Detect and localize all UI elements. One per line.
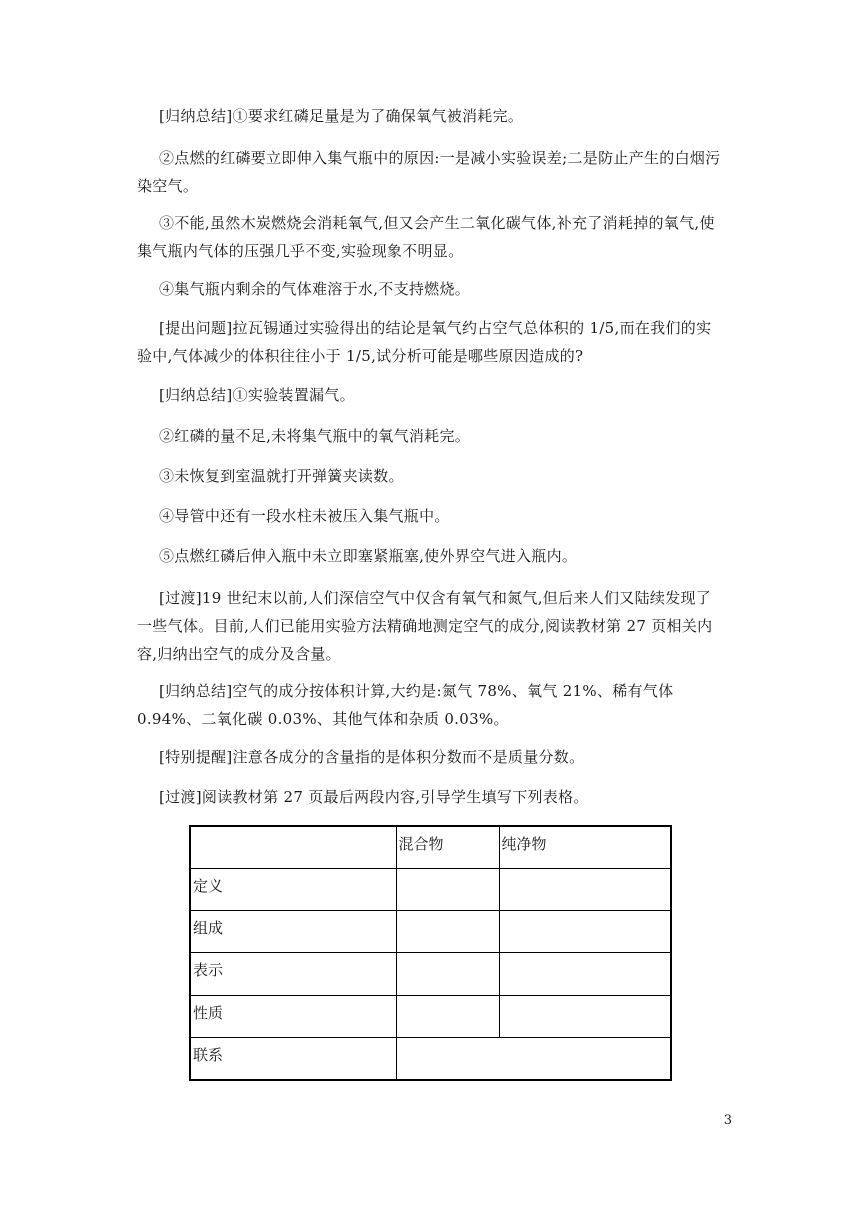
- row-label: 联系: [190, 1038, 396, 1080]
- paragraph: ④集气瓶内剩余的气体难溶于水,不支持燃烧。: [159, 280, 471, 298]
- row-label: 表示: [190, 953, 396, 995]
- table-row: [190, 953, 671, 995]
- empty-cell: [499, 868, 671, 910]
- paragraph: ⑤点燃红磷后伸入瓶中未立即塞紧瓶塞,使外界空气进入瓶内。: [159, 547, 578, 565]
- paragraph: [提出问题]拉瓦锡通过实验得出的结论是氧气约占空气总体积的 1/5,而在我们的实验中,气体减少的体积往往小于 1/5,试分析可能是哪些原因造成的?: [137, 319, 712, 365]
- paragraph: ③不能,虽然木炭燃烧会消耗氧气,但又会产生二氧化碳气体,补充了消耗掉的氧气,使集气瓶内气体的压强几乎不变,实验现象不明显。: [137, 214, 715, 260]
- empty-cell: [499, 995, 671, 1037]
- comparison-table: [189, 825, 672, 1081]
- table-row: [190, 1038, 671, 1080]
- empty-cell: [499, 953, 671, 995]
- paragraph: [过渡]19 世纪末以前,人们深信空气中仅含有氧气和氮气,但后来人们又陆续发现了一些气体。目前,人们已能用实验方法精确地测定空气的成分,阅读教材第 27 页相关内容,归纳出空气的成分及含量。: [137, 589, 713, 663]
- paragraph: [过渡]阅读教材第 27 页最后两段内容,引导学生填写下列表格。: [159, 788, 589, 806]
- paragraph: [归纳总结]①要求红磷足量是为了确保氧气被消耗完。: [159, 107, 524, 125]
- empty-cell: [396, 995, 499, 1037]
- table-row: [190, 868, 671, 910]
- empty-cell: [396, 1038, 671, 1080]
- row-label: 组成: [190, 911, 396, 953]
- header-cell: [190, 826, 396, 868]
- table-header-row: [190, 826, 671, 868]
- header-cell-pure-substance: 纯净物: [499, 826, 671, 868]
- row-label: 定义: [190, 868, 396, 910]
- empty-cell: [396, 953, 499, 995]
- empty-cell: [499, 911, 671, 953]
- row-label: 性质: [190, 995, 396, 1037]
- paragraph: ②点燃的红磷要立即伸入集气瓶中的原因:一是减小实验误差;二是防止产生的白烟污染空气。: [137, 149, 721, 195]
- paragraph: [归纳总结]空气的成分按体积计算,大约是:氮气 78%、氧气 21%、稀有气体 0.94%、二氧化碳 0.03%、其他气体和杂质 0.03%。: [137, 682, 674, 728]
- header-cell-mixture: 混合物: [396, 826, 499, 868]
- table-row: [190, 995, 671, 1037]
- page-number: 3: [723, 1113, 732, 1128]
- paragraph: [归纳总结]①实验装置漏气。: [159, 386, 355, 404]
- empty-cell: [396, 911, 499, 953]
- paragraph: ③未恢复到室温就打开弹簧夹读数。: [159, 467, 404, 485]
- paragraph: ④导管中还有一段水柱未被压入集气瓶中。: [159, 507, 450, 525]
- paragraph: ②红磷的量不足,未将集气瓶中的氧气消耗完。: [159, 427, 471, 445]
- paragraph: [特别提醒]注意各成分的含量指的是体积分数而不是质量分数。: [159, 748, 585, 766]
- table-row: [190, 911, 671, 953]
- empty-cell: [396, 868, 499, 910]
